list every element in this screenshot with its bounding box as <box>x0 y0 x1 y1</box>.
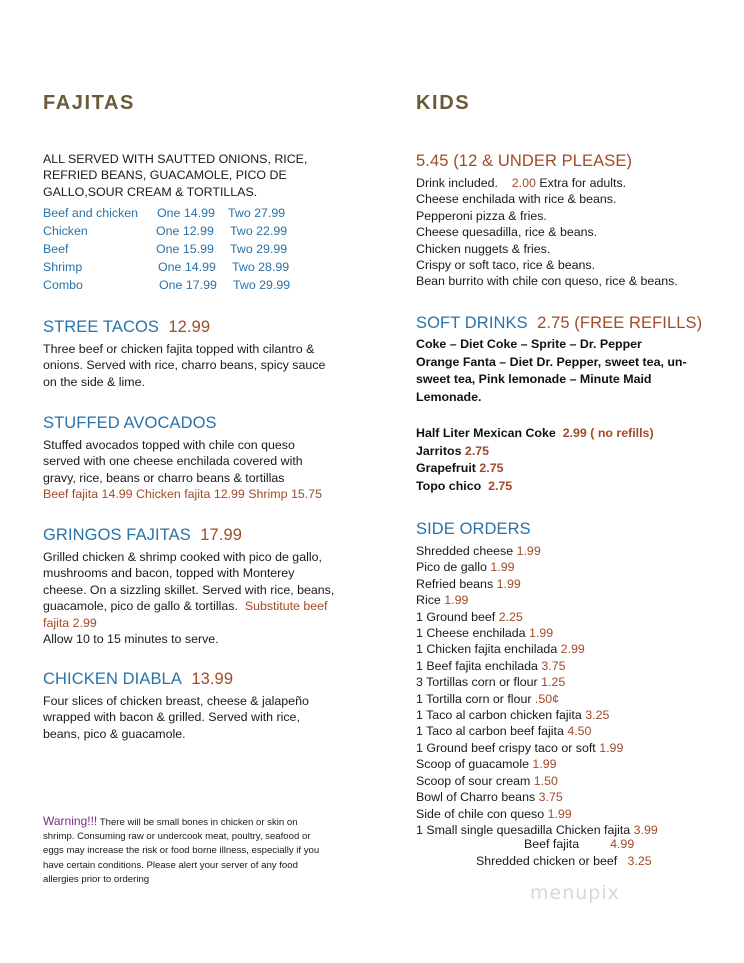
chicken-diabla-desc <box>43 693 309 742</box>
desc-line: on the side & lime. <box>43 374 145 389</box>
side-item-price: 1.25 <box>541 675 566 690</box>
street-tacos-title: STREE TACOS <box>43 318 160 336</box>
side-item-name: Scoop of sour cream <box>416 773 531 788</box>
drink-line: Orange Fanta – Diet Dr. Pepper, sweet tea, un- <box>416 354 687 369</box>
side-item <box>416 543 658 559</box>
side-item-price: 3.25 <box>585 708 610 723</box>
kids-item: Chicken nuggets & fries. <box>416 241 551 256</box>
desc-line: beans, pico & guacamole. <box>43 726 186 741</box>
side-item-price: 3.75 <box>541 658 566 673</box>
side-item-price: 1.50 <box>533 773 558 788</box>
side-item <box>416 559 658 575</box>
side-item <box>524 836 634 852</box>
side-item-price: 2.99 <box>560 642 585 657</box>
kids-item: Pepperoni pizza & fries. <box>416 208 547 223</box>
kids-drink-text: Drink included. <box>416 176 498 190</box>
warning-title: Warning!!! <box>43 814 98 828</box>
fajita-two-price: Two 29.99 <box>230 242 288 256</box>
side-item-name: Rice <box>416 593 441 608</box>
kids-item: Bean burrito with chile con queso, rice & beans. <box>416 274 678 289</box>
drink-line: sweet tea, Pink lemonade – Minute Maid <box>416 372 652 387</box>
side-item-name: 1 Ground beef crispy taco or soft <box>416 740 596 755</box>
fajitas-intro-line: ALL SERVED WITH SAUTTED ONIONS, RICE, <box>43 152 308 166</box>
warning-line: have certain conditions. Please alert your server of any food <box>43 859 298 871</box>
fajita-name: Beef and chicken <box>43 206 139 220</box>
desc-line: Three beef or chicken fajita topped with cilantro & <box>43 342 315 356</box>
drink-extras <box>416 425 654 495</box>
fajitas-intro-line: REFRIED BEANS, GUACAMOLE, PICO DE <box>43 168 287 183</box>
warning-line: allergies prior to ordering <box>43 873 150 885</box>
fajita-one-price: One 12.99 <box>156 224 214 238</box>
fajita-one-price: One 14.99 <box>158 260 216 274</box>
side-item <box>416 609 658 625</box>
side-item-name: 1 Taco al carbon chicken fajita <box>416 708 582 723</box>
side-item <box>416 789 658 805</box>
kids-items <box>416 175 678 290</box>
fajita-two-price: Two 29.99 <box>233 278 291 292</box>
desc-line: served with one cheese enchilada covered with <box>43 454 303 469</box>
soft-drinks-heading <box>416 314 702 333</box>
side-item <box>416 691 658 707</box>
desc-line: guacamole, pico de gallo & tortillas. <box>43 599 238 614</box>
side-item-name: 3 Tortillas corn or flour <box>416 675 538 690</box>
drink-extra-name: Half Liter Mexican Coke <box>416 426 556 440</box>
gringos-title: GRINGOS FAJITAS <box>43 526 191 544</box>
diabla-price: 13.99 <box>191 670 234 688</box>
side-item <box>416 773 658 789</box>
drink-line: Lemonade. <box>416 389 482 404</box>
side-item <box>416 592 658 608</box>
gringos-desc <box>43 549 334 647</box>
side-item <box>416 740 658 756</box>
side-item-price: 3.75 <box>538 790 563 805</box>
side-item <box>416 625 658 641</box>
desc-line: wrapped with bacon & grilled. Served with rice, <box>43 710 300 725</box>
side-item <box>476 853 652 869</box>
desc-line: Grilled chicken & shrimp cooked with pico de gallo, <box>43 550 322 564</box>
substitute-price: fajita 2.99 <box>43 615 97 630</box>
side-item-price: 1.99 <box>516 544 541 558</box>
desc-line: onions. Served with rice, charro beans, spicy sauce <box>43 358 326 373</box>
side-item-name: 1 Taco al carbon beef fajita <box>416 724 564 739</box>
side-item-name: 1 Cheese enchilada <box>416 626 526 641</box>
side-item-name: Scoop of guacamole <box>416 757 529 772</box>
street-tacos-heading <box>43 318 210 337</box>
side-item-price: 1.99 <box>547 806 572 821</box>
desc-line: gravy, rice, beans or charro beans & tortillas <box>43 470 285 485</box>
side-item <box>416 658 658 674</box>
side-item-name: Bowl of Charro beans <box>416 790 536 805</box>
fajita-two-price: Two 22.99 <box>230 224 288 238</box>
side-item-price: 4.99 <box>610 837 635 851</box>
side-orders-list <box>416 543 658 838</box>
side-item <box>416 576 658 592</box>
side-item-name: Beef fajita <box>524 837 580 851</box>
side-item-price: 1.99 <box>529 626 554 641</box>
fajita-name: Combo <box>43 278 83 292</box>
side-item-price: 3.25 <box>627 854 652 868</box>
side-item-price: 1.99 <box>532 757 557 772</box>
side-item <box>416 641 658 657</box>
side-item-name: Pico de gallo <box>416 560 487 575</box>
stuffed-avocados-prices: Beef fajita 14.99 Chicken fajita 12.99 Shrimp 15.75 <box>43 487 322 502</box>
side-item-name: 1 Chicken fajita enchilada <box>416 642 558 657</box>
allow-note: Allow 10 to 15 minutes to serve. <box>43 632 219 647</box>
side-item-price: 1.99 <box>599 740 624 755</box>
warning-line: eggs may increase the risk or food borne illness, especially if you <box>43 845 320 857</box>
fajitas-intro <box>43 151 307 200</box>
side-item <box>416 806 658 822</box>
drink-line: Coke – Diet Coke – Sprite – Dr. Pepper <box>416 337 642 351</box>
fajita-two-price: Two 27.99 <box>228 206 286 220</box>
side-item <box>416 707 658 723</box>
drink-extra-name: Grapefruit <box>416 461 476 476</box>
fajita-name: Chicken <box>43 224 88 238</box>
drink-extra-price: 2.75 <box>479 461 504 476</box>
substitute-note: Substitute beef <box>244 599 328 614</box>
side-item-name: 1 Small single quesadilla Chicken fajita <box>416 822 631 837</box>
soft-drinks-list <box>416 336 687 406</box>
side-item-price: 1.99 <box>496 576 521 591</box>
side-item <box>416 723 658 739</box>
kids-item: Crispy or soft taco, rice & beans. <box>416 258 596 273</box>
diabla-title: CHICKEN DIABLA <box>43 670 182 688</box>
side-item-price: 1.99 <box>444 593 469 608</box>
soft-drinks-title: SOFT DRINKS <box>416 314 528 332</box>
fajita-name: Shrimp <box>43 260 83 274</box>
drink-extra-price: 2.75 <box>488 478 513 493</box>
kids-heading: KIDS <box>416 92 471 114</box>
side-item <box>416 674 658 690</box>
side-item-price: 4.50 <box>567 724 592 739</box>
kids-drink-suffix: Extra for adults. <box>539 176 627 190</box>
drink-extra-name: Topo chico <box>416 478 482 493</box>
desc-line: cheese. On a sizzling skillet. Served with rice, beans, <box>43 582 335 597</box>
kids-subtitle: 5.45 (12 & UNDER PLEASE) <box>416 152 633 170</box>
fajita-name: Beef <box>43 242 69 256</box>
kids-item: Cheese enchilada with rice & beans. <box>416 192 617 207</box>
warning-note <box>43 814 319 887</box>
chicken-diabla-heading <box>43 670 233 689</box>
drink-extra-price: 2.75 <box>464 443 490 458</box>
side-item-price: 1.99 <box>490 560 515 575</box>
fajitas-heading: FAJITAS <box>43 92 135 114</box>
fajitas-intro-line: GALLO,SOUR CREAM & TORTILLAS. <box>43 184 258 199</box>
desc-line: Four slices of chicken breast, cheese & jalapeño <box>43 694 309 708</box>
stuffed-avocados-desc <box>43 437 322 503</box>
kids-drink-price: 2.00 <box>511 176 536 190</box>
watermark: menupix <box>530 882 620 904</box>
street-tacos-price: 12.99 <box>168 318 211 336</box>
side-orders-heading: SIDE ORDERS <box>416 520 531 538</box>
side-item-price: 3.99 <box>633 822 658 837</box>
side-item-name: 1 Ground beef <box>416 609 496 624</box>
side-item <box>416 756 658 772</box>
soft-drinks-price: 2.75 (FREE REFILLS) <box>537 314 703 332</box>
side-item-price: .50¢ <box>534 691 560 706</box>
fajita-one-price: One 15.99 <box>156 242 214 256</box>
fajita-two-price: Two 28.99 <box>232 260 290 274</box>
fajita-one-price: One 14.99 <box>157 206 215 220</box>
gringos-price: 17.99 <box>200 526 243 544</box>
side-item-name: Refried beans <box>416 576 494 591</box>
street-tacos-desc <box>43 341 325 390</box>
stuffed-avocados-heading: STUFFED AVOCADOS <box>43 414 217 432</box>
desc-line: mushrooms and bacon, topped with Monterey <box>43 566 295 581</box>
drink-extra-name: Jarritos <box>416 443 462 458</box>
side-item-price: 2.25 <box>498 609 523 624</box>
kids-item: Cheese quesadilla, rice & beans. <box>416 225 598 240</box>
side-item-name: Shredded cheese <box>416 544 514 558</box>
warning-line: shrimp. Consuming raw or undercook meat, poultry, seafood or <box>43 831 311 843</box>
gringos-fajitas-heading <box>43 526 242 545</box>
warning-line: There will be small bones in chicken or skin on <box>97 817 298 828</box>
fajita-one-price: One 17.99 <box>159 278 217 292</box>
side-item-name: 1 Tortilla corn or flour <box>416 691 532 706</box>
drink-extra-price: 2.99 ( no refills) <box>562 426 654 440</box>
side-item-name: 1 Beef fajita enchilada <box>416 658 538 673</box>
desc-line: Stuffed avocados topped with chile con queso <box>43 438 295 452</box>
side-item-name: Shredded chicken or beef <box>476 854 618 868</box>
side-item-name: Side of chile con queso <box>416 806 545 821</box>
